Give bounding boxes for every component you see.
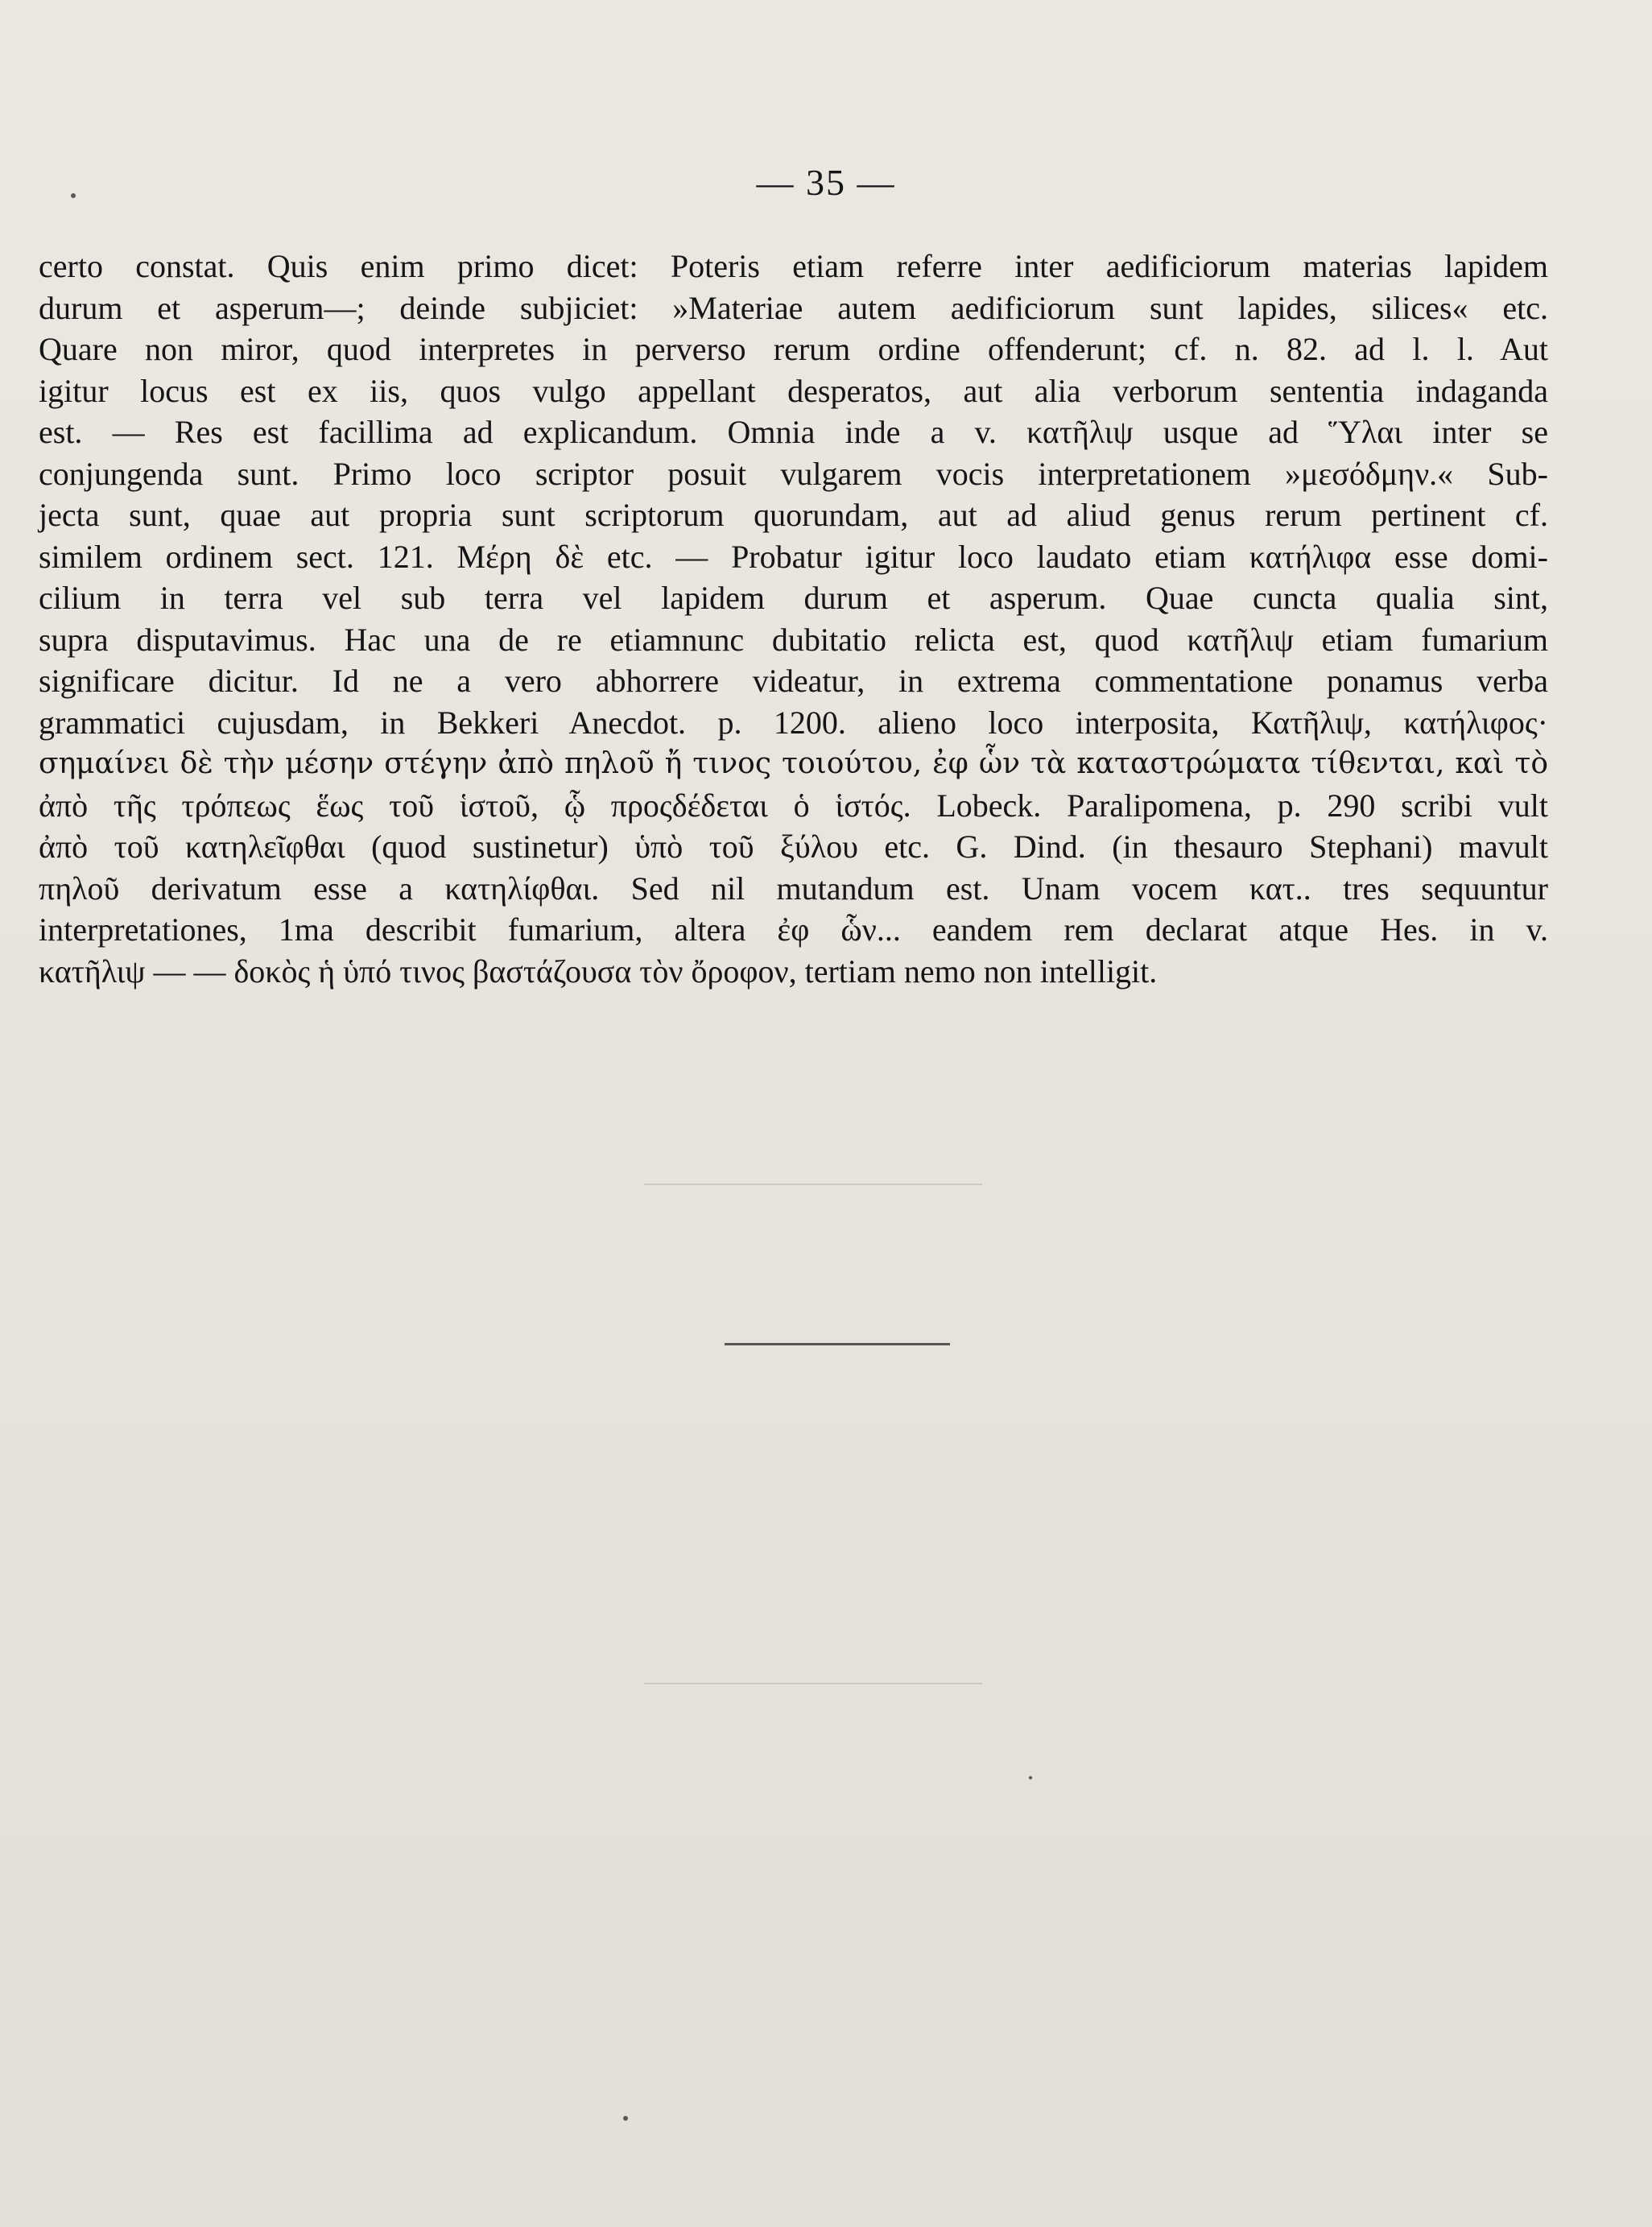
- text-line: certo constat. Quis enim primo dicet: Poteris etiam referre inter aedificiorum materias lapidem: [39, 248, 1548, 284]
- text-line-greek: σημαίνει δὲ τὴν μέσην στέγην ἀπὸ πηλοῦ ἤ τινος τοιούτου, ἐφ ὧν τὰ καταστρώματα τίθενται, καὶ τὸ: [39, 747, 1548, 780]
- section-rule: [725, 1343, 950, 1345]
- bleed-through-rule: [644, 1184, 982, 1185]
- speck-mark: [623, 2116, 628, 2121]
- text-line: jecta sunt, quae aut propria sunt scriptorum quorundam, aut ad aliud genus rerum pertinent cf.: [39, 497, 1548, 533]
- page-number: — 35 —: [756, 162, 896, 203]
- text-line: Quare non miror, quod interpretes in perverso rerum ordine offenderunt; cf. n. 82. ad l. l. Aut: [39, 331, 1548, 367]
- text-line: cilium in terra vel sub terra vel lapidem durum et asperum. Quae cuncta qualia sint,: [39, 580, 1548, 616]
- speck-mark: [1029, 1776, 1032, 1779]
- text-line: igitur locus est ex iis, quos vulgo appellant desperatos, aut alia verborum sententia indaganda: [39, 372, 1548, 409]
- text-line: supra disputavimus. Hac una de re etiamnunc dubitatio relicta est, quod κατῆλιψ etiam fumarium: [39, 621, 1548, 658]
- text-line: interpretationes, 1ma describit fumarium, altera ἐφ ὧν... eandem rem declarat atque Hes. in v.: [39, 911, 1548, 948]
- body-text: [39, 246, 1548, 992]
- text-line: est. — Res est facillima ad explicandum. Omnia inde a v. κατῆλιψ usque ad Ὕλαι inter se: [39, 414, 1548, 450]
- text-line: πηλοῦ derivatum esse a κατηλίφθαι. Sed nil mutandum est. Unam vocem κατ.. tres sequuntur: [39, 870, 1548, 907]
- speck-mark: [71, 193, 76, 198]
- text-line: ἀπὸ τῆς τρόπεως ἕως τοῦ ἱστοῦ, ᾧ προςδέδεται ὁ ἱστός. Lobeck. Paralipomena, p. 290 scribi vult: [39, 787, 1548, 824]
- text-line: significare dicitur. Id ne a vero abhorrere videatur, in extrema commentatione ponamus verba: [39, 663, 1548, 699]
- bleed-through-lines: [39, 1039, 1560, 1080]
- text-line: similem ordinem sect. 121. Μέρη δὲ etc. — Probatur igitur loco laudato etiam κατήλιφα esse domi-: [39, 538, 1548, 575]
- bleed-through-rule-lower: [644, 1683, 982, 1684]
- text-line: grammatici cujusdam, in Bekkeri Anecdot. p. 1200. alieno loco interposita, Κατῆλιψ, κατήλιφος·: [39, 704, 1548, 741]
- text-line: ἀπὸ τοῦ κατηλεῖφθαι (quod sustinetur) ὑπὸ τοῦ ξύλου etc. G. Dind. (in thesauro Stephani) mavult: [39, 828, 1548, 865]
- text-line: conjungenda sunt. Primo loco scriptor posuit vulgarem vocis interpretationem »μεσόδμην.« Sub-: [39, 455, 1548, 492]
- text-line: durum et asperum—; deinde subjiciet: »Materiae autem aedificiorum sunt lapides, silices« etc.: [39, 289, 1548, 326]
- text-line-last: κατῆλιψ — — δοκὸς ἡ ὑπό τινος βαστάζουσα τὸν ὄροφον, tertiam nemo non intelligit.: [39, 952, 1158, 990]
